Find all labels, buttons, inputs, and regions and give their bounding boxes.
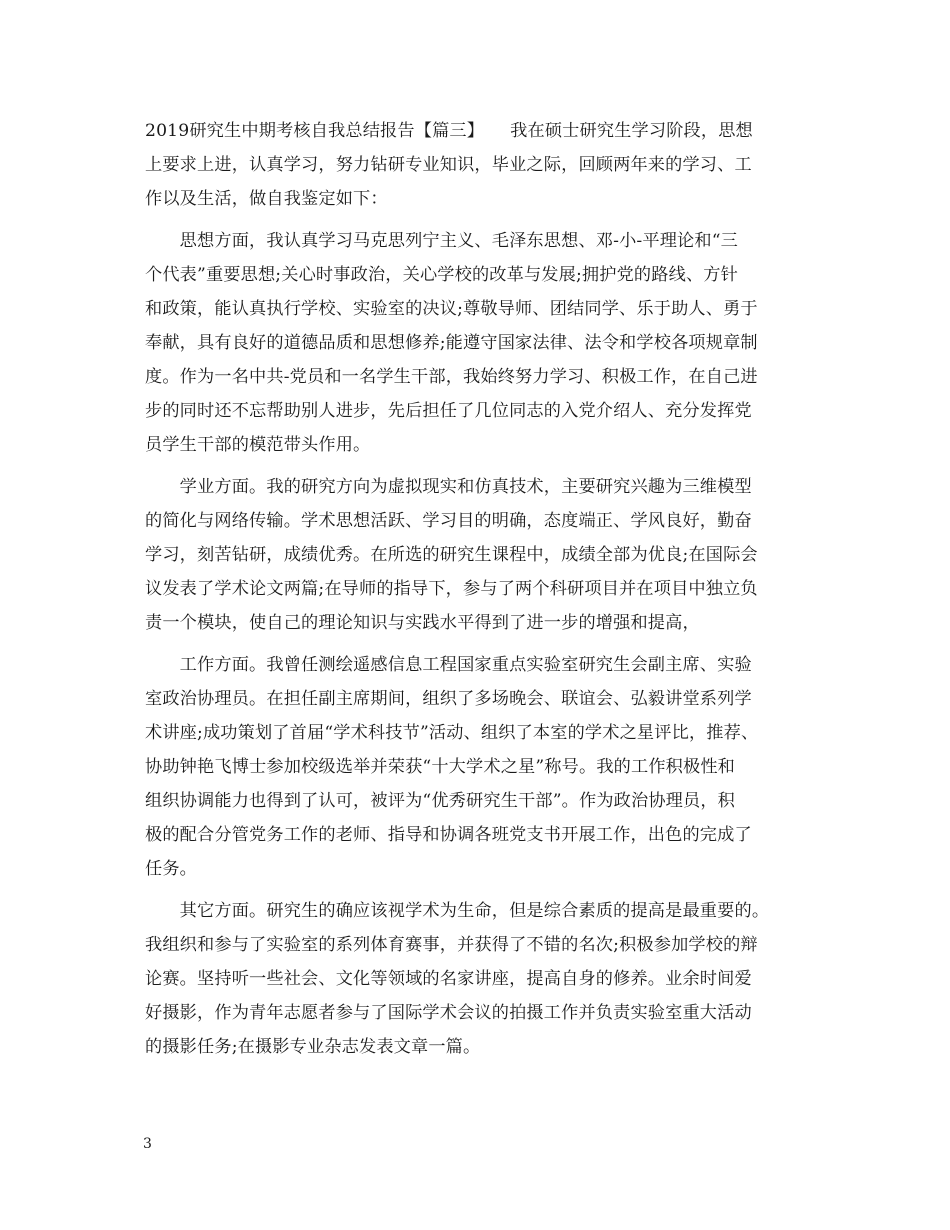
- text-line: 的简化与网络传输。学术思想活跃、学习目的明确，态度端正、学风良好，勤奋: [145, 511, 752, 531]
- text-line: 奉献，具有良好的道德品质和思想修养;能遵守国家法律、法令和学校各项规章制: [145, 333, 758, 353]
- text-line: 术讲座;成功策划了首届“学术科技节”活动、组织了本室的学术之星评比，推荐、: [145, 723, 759, 743]
- text-line: 议发表了学术论文两篇;在导师的指导下，参与了两个科研项目并在项目中独立负: [145, 579, 758, 599]
- text-line: 工作方面。我曾任测绘遥感信息工程国家重点实验室研究生会副主席、实验: [145, 655, 752, 675]
- text-line: 步的同时还不忘帮助别人进步，先后担任了几位同志的入党介绍人、充分发挥党: [145, 401, 752, 421]
- text-line: 和政策，能认真执行学校、实验室的决议;尊敬导师、团结同学、乐于助人、勇于: [145, 299, 758, 319]
- text-line: 学业方面。我的研究方向为虚拟现实和仿真技术，主要研究兴趣为三维模型: [145, 477, 752, 497]
- text-line: 个代表”重要思想;关心时事政治，关心学校的改革与发展;拥护党的路线、方针: [145, 265, 738, 285]
- text-line: 论赛。坚持听一些社会、文化等领域的名家讲座，提高自身的修养。业余时间爱: [145, 969, 752, 989]
- text-line: 度。作为一名中共-党员和一名学生干部，我始终努力学习、积极工作，在自己进: [145, 367, 758, 387]
- text-line: 上要求上进，认真学习，努力钻研专业知识，毕业之际，回顾两年来的学习、工: [145, 155, 752, 175]
- text-line: 责一个模块，使自己的理论知识与实践水平得到了进一步的增强和提高，: [145, 613, 700, 633]
- text-line: 思想方面，我认真学习马克思列宁主义、毛泽东思想、邓-小-平理论和“三: [145, 231, 738, 251]
- text-line: 2019研究生中期考核自我总结报告【篇三】 我在硕士研究生学习阶段，思想: [145, 121, 753, 141]
- text-line: 的摄影任务;在摄影专业杂志发表文章一篇。: [145, 1037, 481, 1057]
- text-line: 室政治协理员。在担任副主席期间，组织了多场晚会、联谊会、弘毅讲堂系列学: [145, 689, 752, 709]
- text-line: 学习，刻苦钻研，成绩优秀。在所选的研究生课程中，成绩全部为优良;在国际会: [145, 545, 758, 565]
- text-line: 组织协调能力也得到了认可，被评为“优秀研究生干部”。作为政治协理员，积: [145, 791, 736, 811]
- text-line: 作以及生活，做自我鉴定如下：: [145, 189, 388, 209]
- text-line: 协助钟艳飞博士参加校级选举并荣获“十大学术之星”称号。我的工作积极性和: [145, 757, 736, 777]
- text-line: 好摄影，作为青年志愿者参与了国际学术会议的拍摄工作并负责实验室重大活动: [145, 1003, 752, 1023]
- page-number: 3: [143, 1136, 152, 1152]
- text-line: 我组织和参与了实验室的系列体育赛事，并获得了不错的名次;积极参加学校的辩: [145, 935, 758, 955]
- text-line: 极的配合分管党务工作的老师、指导和协调各班党支书开展工作，出色的完成了: [145, 825, 752, 845]
- text-line: 员学生干部的模范带头作用。: [145, 435, 371, 455]
- text-line: 其它方面。研究生的确应该视学术为生命，但是综合素质的提高是最重要的。: [145, 901, 770, 921]
- text-line: 任务。: [145, 859, 198, 879]
